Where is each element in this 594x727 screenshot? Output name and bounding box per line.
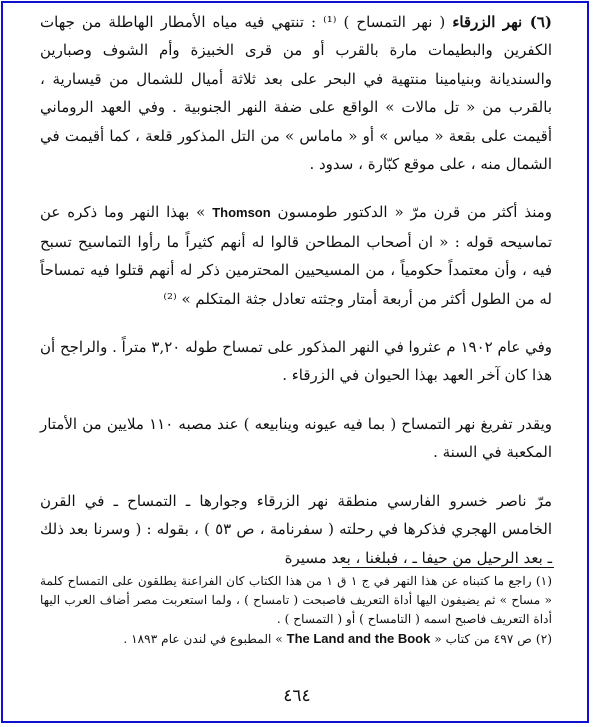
paragraph-3: وفي عام ١٩٠٢ م عثروا في النهر المذكور على تمساح طوله ٣,٢٠ متراً . والراجح أن هذا كان آخر العهد بهذا الحيوان في الزرقاء .	[40, 338, 552, 385]
footnote-divider	[342, 567, 554, 568]
paragraph-5: مرّ ناصر خسرو الفارسي منطقة نهر الزرقاء وجوارها ـ التمساح ـ في القرن الخامس الهجري فذكرها في رحلته ( سفرنامة ، ص ٥٣ ) ، بقوله : ( وسرنا بعد ذلك ـ بعد الرحيل من حيفا ـ ، فبلغنا ، بعد مسيرة	[40, 491, 552, 567]
footnote-2-text-a: (٢) ص ٤٩٧ من كتاب «	[430, 632, 552, 646]
thomson-name: Thomson	[212, 205, 271, 221]
paragraph-2-text-a: ومنذ أكثر من قرن مرّ « الدكتور طومسون	[270, 203, 553, 222]
footnote-1: (١) راجع ما كتبناه عن هذا النهر في ج ١ ق ١ من هذا الكتاب كان الفراعنة يطلقون على التمساح كلمة « مساح » ثم يضيفون اليها أداة التعريف فاصبحت ( تامساح ) ، ولما استعربت مصر أضاف العرب اليها أداة التعريف فاصبح اسمه ( التامساح ) أو ( التمساح ) .	[40, 574, 552, 626]
page-number: ٤٦٤	[283, 686, 311, 706]
paragraph-2-text-b: » بهذا النهر وما ذكره عن تماسيحه قوله : « ان أصحاب المطاحن قالوا له أنهم كثيراً ما رأوا التماسيح تسبح فيه ، وأن معتمداً حكومياً ، من المسيحيين المحترمين ذكر له أنهم قتلوا فيه تمساحاً له من الطول أكثر من أربعة أمتار وجثته تعادل جثة المتكلم » ⁽²⁾	[40, 203, 552, 308]
book-title: The Land and the Book	[286, 631, 431, 646]
footnotes	[40, 572, 552, 649]
footnote-2-text-b: » المطبوع في لندن عام ١٨٩٣ .	[123, 632, 287, 646]
page-body	[40, 8, 552, 572]
paragraph-2	[40, 198, 552, 313]
footnote-2	[40, 629, 552, 649]
paragraph-1-text: ( نهر التمساح ) ⁽¹⁾ : تنتهي فيه مياه الأمطار الهاطلة من جهات الكفرين والبطيمات مارة بالقرب أو من قرى الخبيزة وأم الشوف وصبارين والسنديانة وبنيامينا منتهية في البحر على بعد ثلاثة أميال للشمال من قيسارية ، بالقرب من « تل مالات » الواقع على ضفة النهر الجنوبية . وفي العهد الروماني أقيمت على بقعة « مياس » أو « ماماس » من التل المذكور قلعة ، كما أقيمت في الشمال منه ، على موقع كبّارة ، سدود .	[40, 13, 552, 174]
paragraph-1	[40, 8, 552, 178]
paragraph-4: ويقدر تفريغ نهر التمساح ( بما فيه عيونه وينابيعه ) عند مصبه ١١٠ ملايين من الأمتار المكعبة في السنة .	[40, 414, 552, 462]
section-heading: (٦) نهر الزرقاء	[452, 13, 552, 31]
